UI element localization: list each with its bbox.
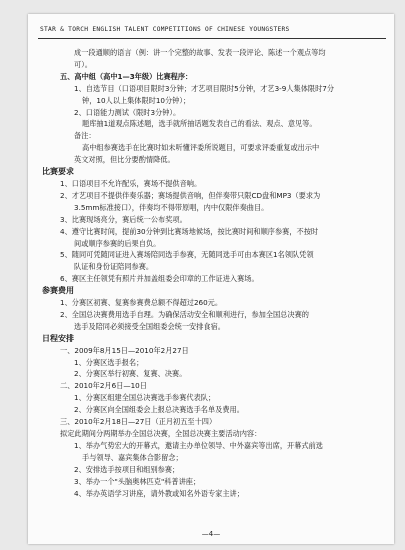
text-line: 3.5mm标准接口），伴奏均不得带原唱，内中仅限伴奏曲目。 xyxy=(74,202,269,212)
text-line: 英文对照，但比分要酌情降低。 xyxy=(74,155,175,165)
text-line: 4、举办英语学习讲座，请外教或知名外语专家主讲； xyxy=(74,488,244,498)
text-line: 3、举办一个"头脑奥林匹克"科普讲座； xyxy=(74,476,201,486)
text-line: 4、遵守比赛时间，提前30分钟到比赛场地候场，按比赛时间和顺序参赛，不按时 xyxy=(60,226,319,236)
running-header: STAR & TORCH ENGLISH TALENT COMPETITIONS OF CHINESE YOUNGSTERS xyxy=(40,26,290,33)
text-line: 备注： xyxy=(74,131,96,141)
text-line: 2、安排选手按项目和组别参赛； xyxy=(74,464,180,474)
text-line: 三、2010年2月18日—27日（正月初五至十四） xyxy=(60,417,217,427)
text-line: 题库抽1道观点陈述题，选手就所抽话题发表自己的看法、观点、意见等。 xyxy=(82,119,317,129)
text-line: 间或顺序参赛的后果自负。 xyxy=(74,238,161,248)
text-line: 5、随同可凭随同证进入赛场陪同选手参赛，无随同选手可由本赛区1名领队凭领 xyxy=(60,250,314,260)
text-line: 2、分赛区向全国组委会上报总决赛选手名单及费用。 xyxy=(74,405,244,415)
text-line: 2、全国总决赛费用选手自理。为确保活动安全和顺利进行，参加全国总决赛的 xyxy=(60,309,309,319)
text-line: 6、赛区主任领凭有照片并加盖组委会印章的工作证进入赛场。 xyxy=(60,274,259,284)
text-line: 1、口语项目不允许配乐，赛场不提供音响。 xyxy=(60,178,202,188)
page-number: —4— xyxy=(201,530,221,538)
text-line: 可）。 xyxy=(74,59,92,69)
text-line: 1、分赛区组建全国总决赛选手参赛代表队； xyxy=(74,393,216,403)
text-line: 2、才艺项目不提供伴奏乐器；赛场提供音响，但伴奏带只限CD盘和MP3（要求为 xyxy=(60,190,321,200)
text-line: 1、自选节目（口语项目限时3分钟；才艺项目限时5分钟，才艺3-9人集体限时7分 xyxy=(74,83,335,93)
text-line: 拟定此期间分两期举办全国总决赛，全国总决赛主要活动内容： xyxy=(60,429,262,438)
text-line: 五、高中组（高中1—3年级）比赛程序： xyxy=(60,71,193,81)
text-line: 2、分赛区举行初赛、复赛、决赛。 xyxy=(74,369,187,379)
text-line: 1、分赛区选手报名； xyxy=(74,357,144,367)
section-heading: 比赛要求 xyxy=(42,167,74,177)
text-line: 3、比赛现场亮分，赛后统一公布奖项。 xyxy=(60,214,187,224)
section-heading: 参赛费用 xyxy=(42,286,74,296)
text-line: 选手及陪同必须接受全国组委会统一安排食宿。 xyxy=(74,321,225,331)
text-line: 2、口语能力测试（限时3分钟）。 xyxy=(74,107,181,117)
text-line: 1、举办气势宏大的开幕式，邀请主办单位领导、中外嘉宾等出席，开幕式前选 xyxy=(74,440,323,450)
section-heading: 日程安排 xyxy=(42,333,74,343)
text-line: 一、2009年8月15日—2010年2月27日 xyxy=(60,345,189,355)
text-line: 高中组参赛选手在比赛时如未听懂评委所说题目，可要求评委重复或出示中 xyxy=(82,143,320,153)
document-body xyxy=(42,47,384,499)
document-page xyxy=(28,14,394,544)
text-line: 成一段通顺的语言（例：讲一个完整的故事、发表一段评论、陈述一个观点等均 xyxy=(74,48,326,57)
text-line: 钟，10人以上集体限时10分钟）； xyxy=(82,95,191,105)
text-line: 二、2010年2月6日—10日 xyxy=(60,381,147,391)
text-line: 手与领导、嘉宾集体合影留念； xyxy=(82,452,183,462)
text-line: 队证和身份证陪同参赛。 xyxy=(74,262,154,272)
header-rule xyxy=(38,38,386,39)
text-line: 1、分赛区初赛、复赛参赛费总额不得超过260元。 xyxy=(60,298,223,308)
